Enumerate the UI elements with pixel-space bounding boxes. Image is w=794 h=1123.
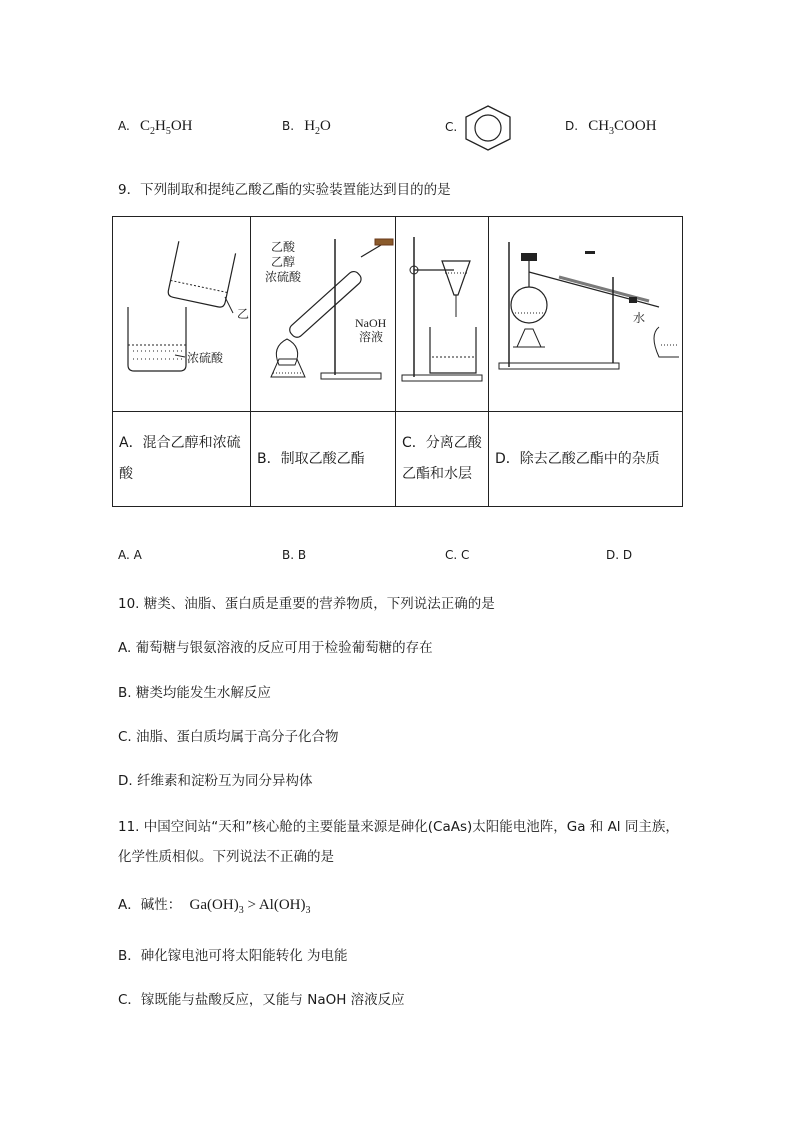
q8-option-c: C. bbox=[445, 120, 458, 134]
q11-option-a: A．碱性： $Ga(OH)_3 > Al(OH)_3$ bbox=[118, 897, 311, 916]
q9-choice-b: B. B bbox=[282, 548, 307, 562]
q10-option-c: C. 油脂、蛋白质均属于高分子化合物 bbox=[118, 729, 339, 745]
apparatus-a-diagram bbox=[113, 217, 251, 407]
apparatus-c-diagram bbox=[396, 217, 489, 407]
q8-option-a: A. $C_2H_5OH$ bbox=[118, 118, 193, 137]
apparatus-a-edge-char: 乙 bbox=[237, 307, 250, 321]
benzene-ring-icon bbox=[460, 103, 516, 153]
q9-choice-c: C. C bbox=[445, 548, 470, 562]
caption-a: A．混合乙醇和浓硫 酸 bbox=[113, 412, 251, 507]
q8-option-d-formula: $CH_3COOH$ bbox=[588, 118, 657, 137]
q8-option-a-formula: $C_2H_5OH$ bbox=[139, 118, 193, 137]
q9-apparatus-table bbox=[112, 216, 683, 507]
q11-stem-line2: 化学性质相似。下列说法不正确的是 bbox=[118, 849, 334, 865]
q10-option-d: D. 纤维素和淀粉互为同分异构体 bbox=[118, 773, 313, 789]
caption-c: C．分离乙酸 乙酯和水层 bbox=[396, 412, 489, 507]
apparatus-b-cell bbox=[251, 217, 396, 412]
caption-d: D．除去乙酸乙酯中的杂质 bbox=[489, 412, 683, 507]
solution-1: NaOH bbox=[355, 316, 387, 330]
q10-option-a: A. 葡萄糖与银氨溶液的反应可用于检验葡萄糖的存在 bbox=[118, 640, 433, 656]
reagent-1: 乙酸 bbox=[271, 240, 296, 254]
reagent-2: 乙醇 bbox=[271, 255, 296, 269]
q10-option-b: B. 糖类均能发生水解反应 bbox=[118, 685, 271, 701]
apparatus-d-diagram bbox=[489, 217, 683, 407]
q8-option-b-formula: $H_2O$ bbox=[304, 118, 331, 137]
q8-option-d: D. $CH_3COOH$ bbox=[565, 118, 657, 137]
q11-stem-line1: 11. 中国空间站“天和”核心舱的主要能量来源是砷化(CaAs)太阳能电池阵，Ga 和 Al 同主族， bbox=[118, 819, 679, 835]
apparatus-c-cell bbox=[396, 217, 489, 412]
q9-choice-d: D. D bbox=[606, 548, 633, 562]
q11-option-a-formula: $Ga(OH)_3 > Al(OH)_3$ bbox=[189, 897, 311, 916]
apparatus-d-cell bbox=[489, 217, 683, 412]
apparatus-b-diagram bbox=[251, 217, 396, 407]
water-label: 水 bbox=[633, 311, 646, 325]
apparatus-a-cell bbox=[113, 217, 251, 412]
q11-option-c: C．镓既能与盐酸反应，又能与 NaOH 溶液反应 bbox=[118, 992, 405, 1008]
q9-choice-a: A. A bbox=[118, 548, 142, 562]
solution-2: 溶液 bbox=[359, 330, 384, 344]
caption-b: B．制取乙酸乙酯 bbox=[251, 412, 396, 507]
reagent-3: 浓硫酸 bbox=[265, 270, 302, 284]
q9-stem: 9．下列制取和提纯乙酸乙酯的实验装置能达到目的的是 bbox=[118, 182, 451, 198]
apparatus-a-liquid-label: 浓硫酸 bbox=[187, 351, 224, 365]
q11-option-b: B．砷化镓电池可将太阳能转化 为电能 bbox=[118, 948, 348, 964]
q10-stem: 10. 糖类、油脂、蛋白质是重要的营养物质，下列说法正确的是 bbox=[118, 596, 495, 612]
q8-option-b: B. $H_2O$ bbox=[282, 118, 331, 137]
